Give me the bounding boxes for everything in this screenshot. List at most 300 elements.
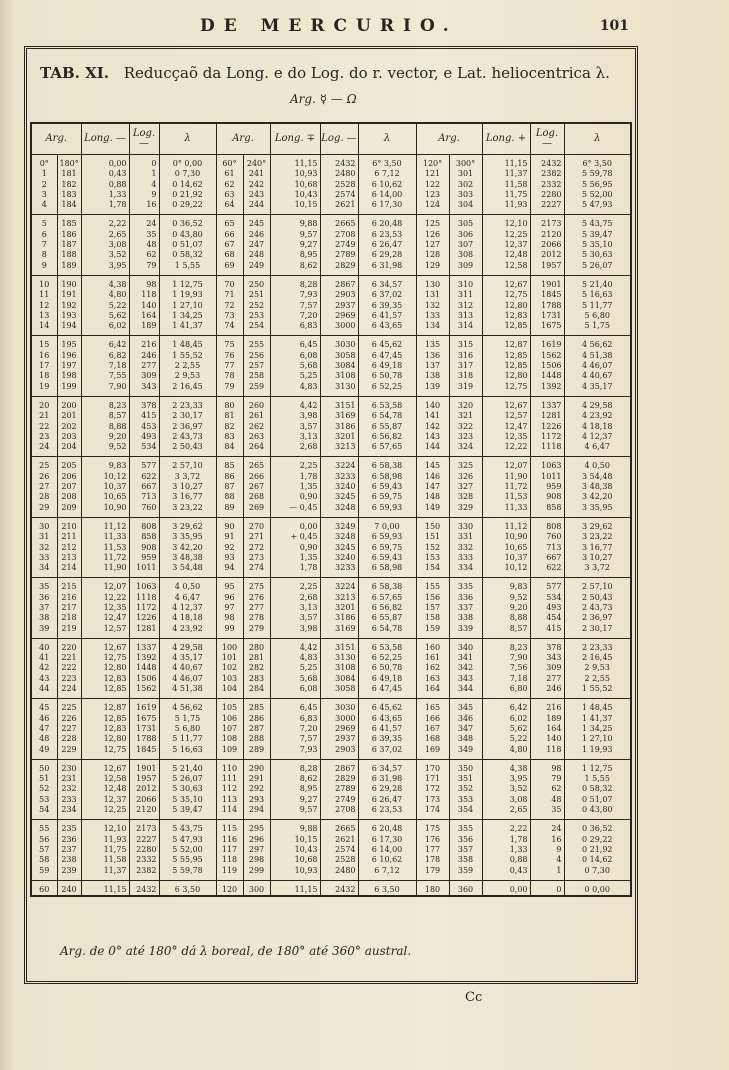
table-cell: 9,27 [270,795,320,805]
table-cell: 4,80 [81,290,129,300]
table-cell: 254 [243,321,270,336]
table-cell: 301 [449,169,482,179]
table-cell: 1011 [530,472,564,482]
table-cell: 328 [449,492,482,502]
table-cell: 760 [129,503,159,518]
table-cell: 314 [449,321,482,336]
table-cell: 12,10 [482,215,530,230]
table-cell: 8,28 [270,275,320,290]
table-cell: 1392 [530,382,564,397]
table-cell: 71 [216,290,243,300]
table-cell: 1675 [530,321,564,336]
table-cell: 110 [216,759,243,774]
table-cell: 2280 [129,845,159,855]
table-cell: 194 [57,321,81,336]
table-cell: 3249 [320,517,358,532]
table-cell: 6 34,57 [358,275,416,290]
table-cell: 4 35,17 [159,653,216,663]
table-cell: 378 [129,396,159,411]
table-cell: 354 [449,805,482,820]
table-cell: 278 [243,613,270,623]
table-cell: 7,20 [270,311,320,321]
table-cell: 7,55 [81,371,129,381]
table-cell: 298 [243,855,270,865]
table-cell: 4 0,50 [159,578,216,593]
table-cell: 3233 [320,472,358,482]
table-cell: 310 [449,275,482,290]
table-cell: 282 [243,663,270,673]
table-cell: 6 17,30 [358,200,416,215]
table-cell: 121 [416,169,449,179]
table-cell: 3,98 [270,624,320,639]
table-cell: 6 56,82 [358,603,416,613]
table-cell: 147 [416,482,449,492]
table-row [31,734,631,744]
table-cell: 105 [216,699,243,714]
table-cell: 6 7,12 [358,169,416,179]
table-cell: 667 [129,482,159,492]
table-cell: 0,43 [81,169,129,179]
table-cell: 2867 [320,759,358,774]
table-cell: 10,15 [270,835,320,845]
table-cell: 5 11,77 [159,734,216,744]
table-cell: 1562 [129,684,159,699]
col-header: Long. ∓ [270,123,320,155]
table-cell: 1 55,52 [159,351,216,361]
table-cell: 1,78 [81,200,129,215]
table-cell: 246 [243,230,270,240]
table-cell: 181 [57,169,81,179]
table-cell: 235 [57,820,81,835]
table-cell: 253 [243,311,270,321]
table-row [31,543,631,553]
table-cell: 2227 [530,200,564,215]
table-cell: 3 23,22 [564,532,631,542]
table-cell: 16 [31,351,57,361]
table-cell: 189 [530,714,564,724]
table-cell: 12 [31,301,57,311]
table-row [31,835,631,845]
table-cell: 286 [243,714,270,724]
table-cell: 296 [243,835,270,845]
table-cell: 91 [216,532,243,542]
table-cell: 3030 [320,699,358,714]
table-cell: 6° 3,50 [358,155,416,170]
table-cell: 168 [416,734,449,744]
table-cell: 207 [57,482,81,492]
table-cell: 97 [216,603,243,613]
table-cell: 31 [31,532,57,542]
table-cell: 11,12 [81,517,129,532]
table-cell: 4 [129,180,159,190]
table-cell: 271 [243,532,270,542]
table-cell: 35 [129,230,159,240]
table-cell: 358 [449,855,482,865]
table-cell: 2173 [530,215,564,230]
table-cell: — 0,45 [270,503,320,518]
table-cell: 12,85 [81,714,129,724]
table-cell: 226 [57,714,81,724]
table-cell: 76 [216,351,243,361]
table-cell: 3248 [320,532,358,542]
table-cell: 98 [530,759,564,774]
table-cell: 6,83 [270,714,320,724]
table-cell: 8,28 [270,759,320,774]
table-row [31,432,631,442]
table-cell: 0 7,30 [564,866,631,881]
table-cell: 34 [31,563,57,578]
table-cell: 5 47,93 [159,835,216,845]
table-cell: 23 [31,432,57,442]
col-header: λ [159,123,216,155]
table-cell: 1063 [530,457,564,472]
table-cell: 38 [31,613,57,623]
table-cell: 153 [416,553,449,563]
table-row [31,275,631,290]
reduction-table-wrap [30,122,630,925]
table-row [31,371,631,381]
table-cell: 12,80 [81,734,129,744]
table-cell: 277 [243,603,270,613]
table-cell: 6 49,18 [358,361,416,371]
table-cell: 4,80 [482,745,530,760]
table-cell: 6 37,02 [358,745,416,760]
table-row [31,624,631,639]
table-cell: 4 56,62 [564,336,631,351]
table-cell: 343 [530,653,564,663]
table-cell: 256 [243,351,270,361]
table-cell: 79 [129,261,159,276]
table-cell: 4 0,50 [564,457,631,472]
table-cell: 6 54,78 [358,624,416,639]
table-cell: 5 39,47 [159,805,216,820]
table-cell: 6 41,57 [358,724,416,734]
table-cell: 4 18,18 [564,422,631,432]
table-cell: 808 [129,517,159,532]
table-cell: 242 [243,180,270,190]
table-cell: 107 [216,724,243,734]
table-cell: 6 56,82 [358,432,416,442]
table-row [31,699,631,714]
table-cell: 6,02 [482,714,530,724]
table-cell: 8 [31,250,57,260]
table-cell: 142 [416,422,449,432]
table-cell: 111 [216,774,243,784]
table-cell: 2 57,10 [564,578,631,593]
table-row [31,457,631,472]
table-cell: 6 29,28 [358,250,416,260]
table-cell: 3 10,27 [159,482,216,492]
table-cell: 2574 [320,845,358,855]
table-cell: 22 [31,422,57,432]
table-cell: 6 29,28 [358,784,416,794]
table-cell: 127 [416,240,449,250]
table-cell: 313 [449,311,482,321]
table-cell: 2969 [320,311,358,321]
table-cell: 1172 [530,432,564,442]
table-cell: 3201 [320,603,358,613]
table-cell: 2574 [320,190,358,200]
table-cell: 10,65 [81,492,129,502]
table-cell: 6 3,50 [358,880,416,896]
table-cell: 20 [31,396,57,411]
table-cell: 3169 [320,624,358,639]
table-cell: 96 [216,593,243,603]
table-cell: 243 [243,190,270,200]
table-cell: 334 [449,563,482,578]
table-cell: 33 [31,553,57,563]
table-cell: 160 [416,638,449,653]
table-cell: 5,25 [270,371,320,381]
table-cell: 273 [243,553,270,563]
table-cell: 360 [449,880,482,896]
table-cell: 2829 [320,261,358,276]
table-cell: 9 [530,845,564,855]
table-cell: 248 [243,250,270,260]
table-cell: 577 [530,578,564,593]
table-cell: 201 [57,411,81,421]
running-head [0,14,729,44]
table-cell: 12,57 [81,624,129,639]
table-cell: 63 [216,190,243,200]
table-cell: 5,62 [81,311,129,321]
table-cell: 353 [449,795,482,805]
table-cell: 174 [416,805,449,820]
table-cell: 2789 [320,250,358,260]
table-cell: 1 34,25 [564,724,631,734]
table-cell: 11,72 [81,553,129,563]
table-cell: 109 [216,745,243,760]
table-cell: 215 [57,578,81,593]
table-cell: 2332 [129,855,159,865]
table-cell: 55 [31,820,57,835]
table-header-row [31,123,631,155]
table-cell: 2 9,53 [564,663,631,673]
table-cell: 0 51,07 [159,240,216,250]
table-cell: 236 [57,835,81,845]
table-cell: 62 [129,250,159,260]
table-cell: 344 [449,684,482,699]
table-cell: 6,83 [270,321,320,336]
table-cell: 261 [243,411,270,421]
table-cell: 1731 [530,311,564,321]
table-cell: 11,58 [482,180,530,190]
table-cell: 3108 [320,371,358,381]
table-cell: 3108 [320,663,358,673]
table-cell: 6 58,98 [358,472,416,482]
table-cell: 12,83 [81,724,129,734]
table-cell: 60° [216,155,243,170]
table-cell: 1,33 [81,190,129,200]
table-cell: 343 [449,674,482,684]
table-cell: 0,00 [270,517,320,532]
table-cell: 172 [416,784,449,794]
table-cell: 309 [129,371,159,381]
table-cell: 25 [31,457,57,472]
table-row [31,336,631,351]
table-cell: 272 [243,543,270,553]
table-row [31,169,631,179]
table-cell: 11,93 [81,835,129,845]
table-cell: 346 [449,714,482,724]
table-cell: 11,75 [81,845,129,855]
table-cell: 154 [416,563,449,578]
table-cell: 39 [31,624,57,639]
table-cell: 2 16,45 [564,653,631,663]
table-cell: 281 [243,653,270,663]
table-cell: 24 [530,820,564,835]
table-row [31,745,631,760]
table-cell: 908 [530,492,564,502]
table-cell: 4 [530,855,564,865]
table-cell: 341 [449,653,482,663]
table-cell: 292 [243,784,270,794]
table-row [31,290,631,300]
table-cell: 1506 [129,674,159,684]
table-cell: 0,00 [81,155,129,170]
table-cell: 268 [243,492,270,502]
table-cell: 534 [129,442,159,457]
table-cell: 138 [416,371,449,381]
table-row [31,503,631,518]
table-cell: 1337 [129,638,159,653]
table-cell: 11,53 [81,543,129,553]
table-cell: 4 18,18 [159,613,216,623]
table-cell: 9,20 [81,432,129,442]
table-cell: 323 [449,432,482,442]
table-cell: 0 21,92 [564,845,631,855]
table-cell: 2621 [320,200,358,215]
table-cell: 94 [216,563,243,578]
table-cell: 6,80 [482,684,530,699]
table-cell: 4 23,92 [159,624,216,639]
table-cell: 7,90 [81,382,129,397]
table-cell: 2665 [320,215,358,230]
table-cell: 129 [416,261,449,276]
table-cell: 95 [216,578,243,593]
table-cell: 175 [416,820,449,835]
table-cell: 196 [57,351,81,361]
table-cell: 1675 [129,714,159,724]
table-cell: 6° 3,50 [564,155,631,170]
table-row [31,200,631,215]
table-cell: 15 [31,336,57,351]
table-cell: 6 45,62 [358,336,416,351]
table-cell: 212 [57,543,81,553]
table-cell: 12,58 [482,261,530,276]
table-cell: 333 [449,553,482,563]
table-cell: 118 [129,290,159,300]
table-cell: 17 [31,361,57,371]
table-cell: 35 [530,805,564,820]
table-cell: 1172 [129,603,159,613]
table-cell: 2 2,55 [564,674,631,684]
table-cell: 280 [243,638,270,653]
table-cell: 1226 [530,422,564,432]
table-cell: 667 [530,553,564,563]
table-cell: 3 23,22 [159,503,216,518]
table-cell: 9,88 [270,820,320,835]
table-cell: 58 [31,855,57,865]
table-cell: 10,15 [270,200,320,215]
table-cell: 453 [129,422,159,432]
table-cell: 61 [216,169,243,179]
table-cell: 21 [31,411,57,421]
table-cell: 12,85 [81,684,129,699]
table-row [31,230,631,240]
table-cell: 294 [243,805,270,820]
table-cell: 195 [57,336,81,351]
table-cell: 5,22 [482,734,530,744]
table-cell: 6 14,00 [358,845,416,855]
table-cell: 0 0,00 [564,880,631,896]
table-cell: 13 [31,311,57,321]
table-cell: 180° [57,155,81,170]
table-cell: 167 [416,724,449,734]
table-cell: 187 [57,240,81,250]
table-cell: 11,15 [81,880,129,896]
table-cell: 0 58,32 [564,784,631,794]
table-cell: 1619 [530,336,564,351]
table-cell: 100 [216,638,243,653]
table-cell: 10,12 [81,472,129,482]
table-cell: 12,85 [482,351,530,361]
table-row [31,482,631,492]
table-cell: 3,08 [81,240,129,250]
table-cell: 12,67 [81,638,129,653]
table-cell: 269 [243,503,270,518]
table-cell: 216 [530,699,564,714]
table-cell: 224 [57,684,81,699]
table-cell: 2012 [129,784,159,794]
table-cell: 11,72 [482,482,530,492]
table-cell: 5 [31,215,57,230]
col-header: Arg. [216,123,270,155]
table-cell: 2937 [320,301,358,311]
table-cell: 3000 [320,321,358,336]
table-cell: 2749 [320,240,358,250]
table-cell: 6,45 [270,336,320,351]
table-cell: 184 [57,200,81,215]
table-cell: 3 29,62 [159,517,216,532]
table-cell: 3 48,38 [564,482,631,492]
table-cell: 191 [57,290,81,300]
table-cell: 14 [31,321,57,336]
table-row [31,724,631,734]
table-cell: 5 21,40 [564,275,631,290]
table-cell: 62 [216,180,243,190]
table-cell: 2 36,97 [564,613,631,623]
table-cell: 54 [31,805,57,820]
table-cell: 0,43 [482,866,530,881]
table-cell: 78 [216,371,243,381]
table-cell: 338 [449,613,482,623]
table-cell: 2012 [530,250,564,260]
table-cell: 3 3,72 [159,472,216,482]
table-cell: 119 [216,866,243,881]
table-cell: 246 [530,684,564,699]
table-cell: 291 [243,774,270,784]
table-cell: 1,78 [270,472,320,482]
table-cell: 340 [449,638,482,653]
table-row [31,593,631,603]
table-cell: 267 [243,482,270,492]
table-cell: 0,90 [270,543,320,553]
table-cell: 0,88 [482,855,530,865]
table-cell: 9,52 [81,442,129,457]
table-cell: 0 58,32 [159,250,216,260]
table-cell: 217 [57,603,81,613]
